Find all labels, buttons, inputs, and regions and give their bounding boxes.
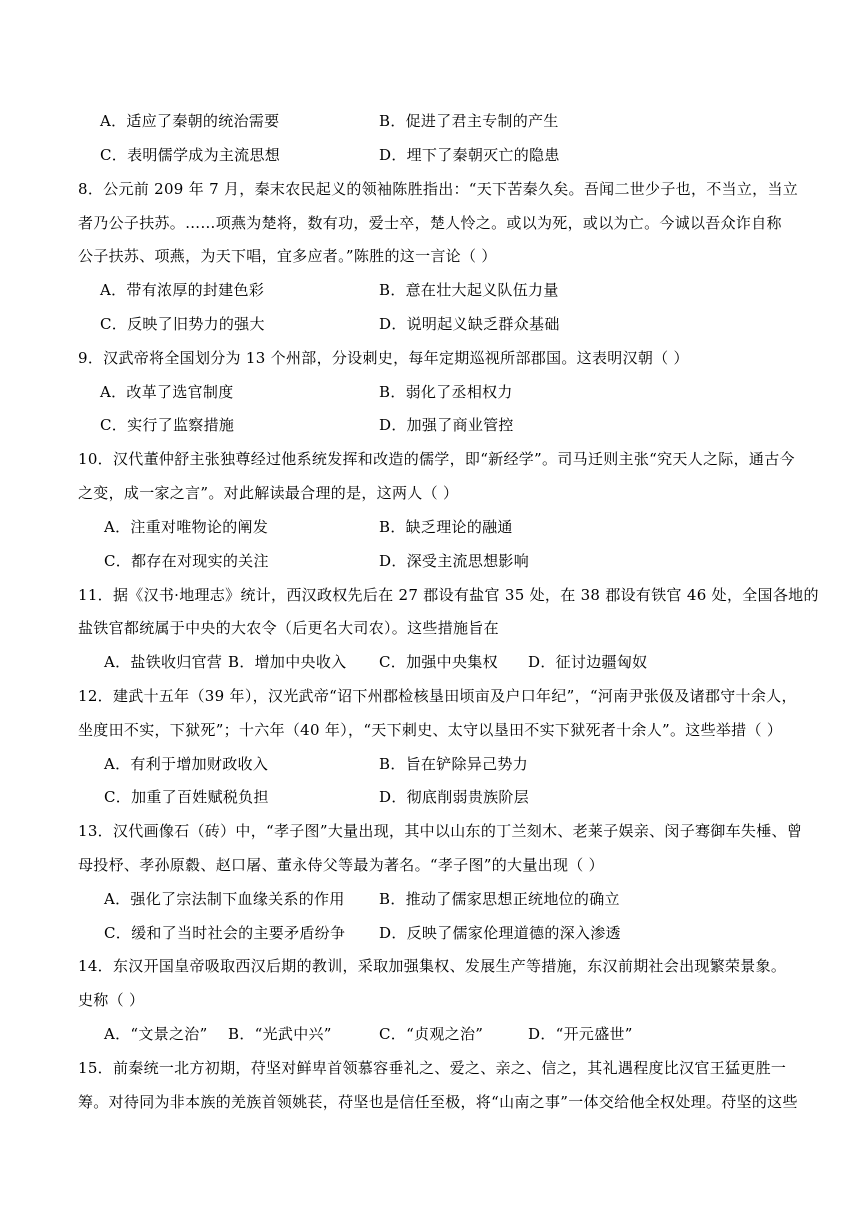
q14-stem-line-2: 史称（ ） — [78, 991, 145, 1009]
q8-stem-line-1: 8．公元前 209 年 7 月，秦末农民起义的领袖陈胜指出：“天下苦秦久矣。吾闻二世少子也，不当立，当立 — [78, 180, 799, 198]
q9-stem-line-1: 9．汉武帝将全国划分为 13 个州部，分设刺史，每年定期巡视所部郡国。这表明汉朝（ ） — [78, 349, 689, 367]
q8-stem-line-3: 公子扶苏、项燕，为天下唱，宜多应者。”陈胜的这一言论（ ） — [78, 247, 497, 265]
q9-option-b: B．弱化了丞相权力 — [379, 383, 513, 401]
q9-option-c: C．实行了监察措施 — [100, 416, 235, 434]
q10-option-d: D．深受主流思想影响 — [379, 552, 530, 570]
q13-stem-line-1: 13．汉代画像石（砖）中，“孝子图”大量出现，其中以山东的丁兰刻木、老莱子娱亲、闵子骞御车失棰、曾 — [78, 822, 803, 840]
q14-option-b: B．“光武中兴” — [228, 1025, 332, 1043]
q14-option-c: C．“贞观之治” — [379, 1025, 484, 1043]
q10-option-c: C．都存在对现实的关注 — [104, 552, 269, 570]
q12-option-d: D．彻底削弱贵族阶层 — [379, 788, 530, 806]
q12-stem-line-1: 12．建武十五年（39 年），汉光武帝“诏下州郡检核垦田顷亩及户口年纪”，“河南尹张伋及诸郡守十余人， — [78, 687, 797, 705]
q15-stem-line-1: 15．前秦统一北方初期，苻坚对鲜卑首领慕容垂礼之、爱之、亲之、信之，其礼遇程度比汉官王猛更胜一 — [78, 1059, 787, 1077]
q14-stem-line-1: 14．东汉开国皇帝吸取西汉后期的教训，采取加强集权、发展生产等措施，东汉前期社会出现繁荣景象。 — [78, 957, 787, 975]
q7-option-b: B．促进了君主专制的产生 — [379, 112, 559, 130]
q10-option-a: A．注重对唯物论的阐发 — [104, 518, 269, 536]
q13-option-a: A．强化了宗法制下血缘关系的作用 — [104, 890, 345, 908]
q12-stem-line-2: 坐度田不实，下狱死”；十六年（40 年），“天下刺史、太守以垦田不实下狱死者十余人”。这些举措（ ） — [78, 721, 783, 739]
q13-stem-line-2: 母投杼、孝孙原縠、赵口屠、董永侍父等最为著名。“孝子图”的大量出现（ ） — [78, 856, 604, 874]
q9-option-d: D．加强了商业管控 — [379, 416, 514, 434]
q7-option-c: C．表明儒学成为主流思想 — [100, 146, 281, 164]
q13-option-d: D．反映了儒家伦理道德的深入渗透 — [379, 924, 621, 942]
q11-option-d: D．征讨边疆匈奴 — [528, 653, 648, 671]
q15-stem-line-2: 筹。对待同为非本族的羌族首领姚苌，苻坚也是信任至极，将“山南之事”一体交给他全权处理。苻坚的这些 — [78, 1093, 798, 1111]
q11-option-b: B．增加中央收入 — [228, 653, 347, 671]
q11-stem-line-1: 11．据《汉书·地理志》统计，西汉政权先后在 27 郡设有盐官 35 处，在 38 郡设有铁官 46 处，全国各地的 — [78, 586, 819, 604]
q10-stem-line-1: 10．汉代董仲舒主张独尊经过他系统发挥和改造的儒学，即“新经学”。司马迁则主张“究天人之际，通古今 — [78, 450, 795, 468]
q10-stem-line-2: 之变，成一家之言”。对此解读最合理的是，这两人（ ） — [78, 484, 459, 502]
q14-option-d: D．“开元盛世” — [528, 1025, 633, 1043]
q8-option-c: C．反映了旧势力的强大 — [100, 315, 265, 333]
q10-option-b: B．缺乏理论的融通 — [379, 518, 513, 536]
q8-option-d: D．说明起义缺乏群众基础 — [379, 315, 560, 333]
q12-option-c: C．加重了百姓赋税负担 — [104, 788, 269, 806]
q12-option-a: A．有利于增加财政收入 — [104, 755, 269, 773]
q13-option-b: B．推动了儒家思想正统地位的确立 — [379, 890, 620, 908]
q8-option-a: A．带有浓厚的封建色彩 — [100, 281, 265, 299]
q7-option-a: A．适应了秦朝的统治需要 — [100, 112, 280, 130]
q9-option-a: A．改革了选官制度 — [100, 383, 234, 401]
q14-option-a: A．“文景之治” — [104, 1025, 208, 1043]
q8-option-b: B．意在壮大起义队伍力量 — [379, 281, 559, 299]
q12-option-b: B．旨在铲除异己势力 — [379, 755, 529, 773]
q11-option-a: A．盐铁收归官营 — [104, 653, 223, 671]
q11-option-c: C．加强中央集权 — [379, 653, 498, 671]
q13-option-c: C．缓和了当时社会的主要矛盾纷争 — [104, 924, 346, 942]
q7-option-d: D．埋下了秦朝灭亡的隐患 — [379, 146, 560, 164]
q8-stem-line-2: 者乃公子扶苏。……项燕为楚将，数有功，爱士卒，楚人怜之。或以为死，或以为亡。今诚以吾众诈自称 — [78, 214, 782, 232]
q11-stem-line-2: 盐铁官都统属于中央的大农令（后更名大司农）。这些措施旨在 — [78, 619, 499, 637]
